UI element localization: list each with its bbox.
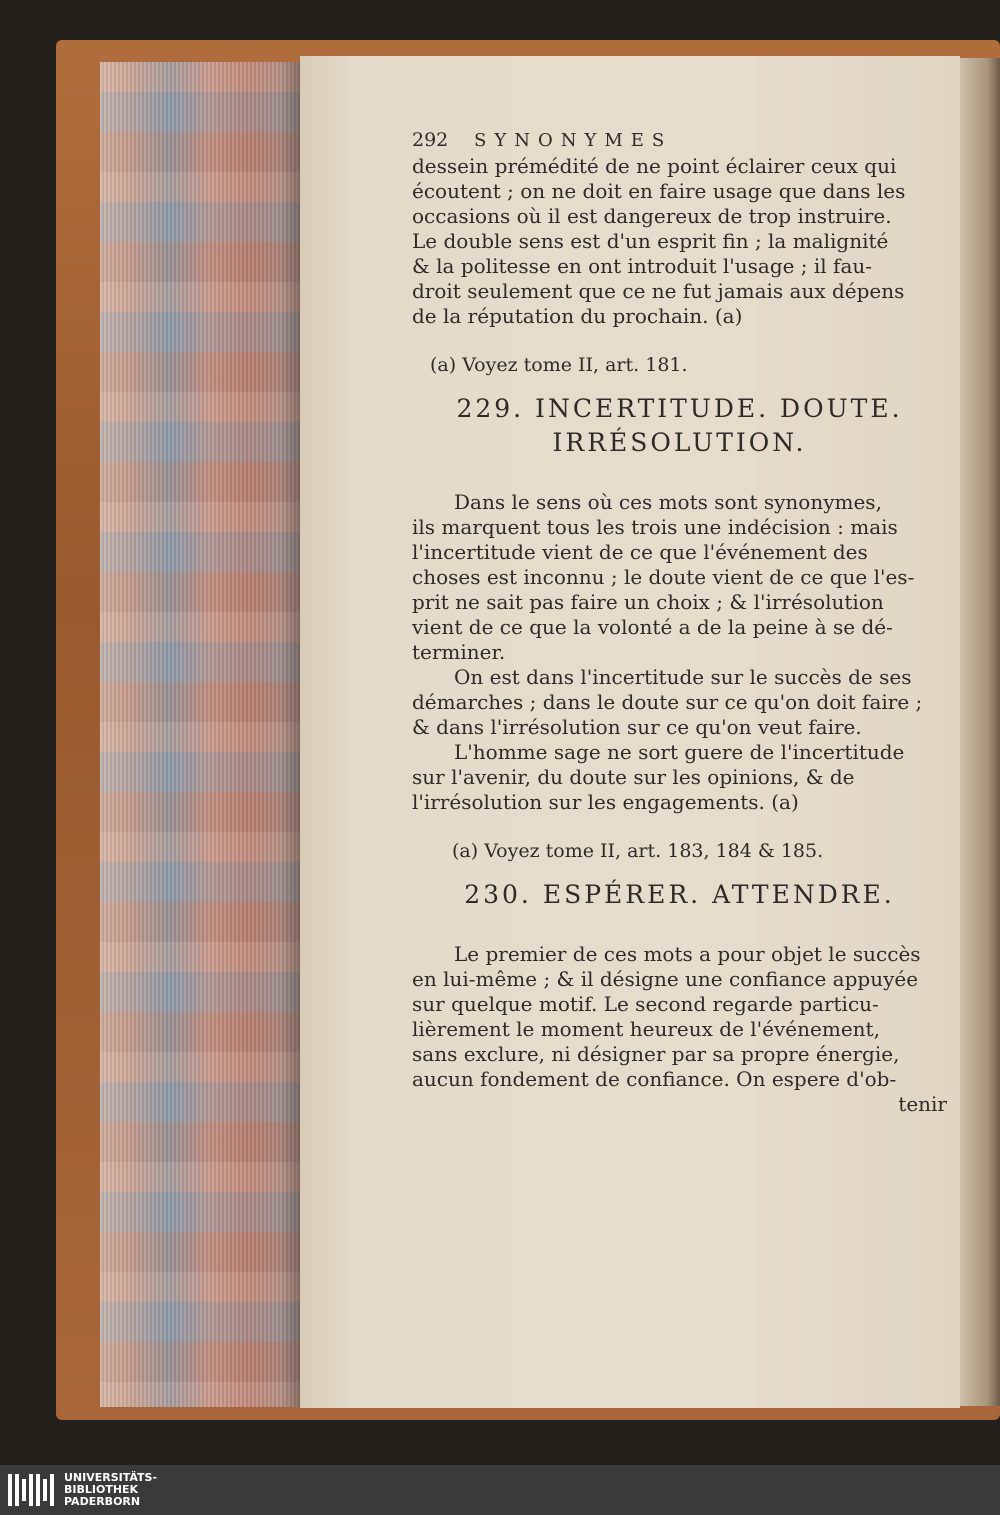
text-line: écoutent ; on ne doit en faire usage que dans les [412, 179, 906, 203]
text-line: démarches ; dans le doute sur ce qu'on doit faire ; [412, 690, 923, 714]
heading-line: 229. INCERTITUDE. DOUTE. [456, 394, 903, 423]
page-text [412, 128, 947, 1117]
text-line: & dans l'irrésolution sur ce qu'on veut faire. [412, 715, 862, 739]
text-line: en lui-même ; & il désigne une confiance appuyée [412, 967, 919, 991]
fore-edge-shadow [280, 62, 300, 1407]
text-line: On est dans l'incertitude sur le succès de ses [454, 665, 912, 689]
section-heading-230: 230. ESPÉRER. ATTENDRE. [464, 880, 895, 909]
text-line: de la réputation du prochain. (a) [412, 304, 743, 328]
text-line: aucun fondement de confiance. On espere d'ob- [412, 1067, 897, 1091]
text-line: sur l'avenir, du doute sur les opinions, & de [412, 765, 855, 789]
library-logo-text [64, 1472, 157, 1508]
section-heading-229 [412, 392, 947, 460]
running-title: SYNONYMES [474, 130, 673, 151]
text-line: vient de ce que la volonté a de la peine à se dé- [412, 615, 893, 639]
text-line: choses est inconnu ; le doute vient de ce que l'es- [412, 565, 915, 589]
section-230-body [412, 942, 947, 1117]
library-logo-icon [8, 1472, 54, 1508]
logo-line: UNIVERSITÄTS- [64, 1471, 158, 1484]
page-number: 292 [412, 129, 449, 151]
logo-line: BIBLIOTHEK [64, 1483, 139, 1496]
footnote: (a) Voyez tome II, art. 183, 184 & 185. [452, 840, 824, 862]
running-head [412, 128, 947, 154]
text-line: prit ne sait pas faire un choix ; & l'irrésolution [412, 590, 884, 614]
marbled-fore-edge [100, 62, 300, 1407]
text-line: lièrement le moment heureux de l'événement, [412, 1017, 880, 1041]
text-line: occasions où il est dangereux de trop instruire. [412, 204, 892, 228]
section-229-body [412, 490, 947, 815]
page-gutter [960, 58, 1000, 1406]
text-line: droit seulement que ce ne fut jamais aux dépens [412, 279, 905, 303]
text-line: l'irrésolution sur les engagements. (a) [412, 790, 799, 814]
catchword: tenir [898, 1092, 947, 1116]
text-line: ils marquent tous les trois une indécision : mais [412, 515, 898, 539]
text-line: dessein prémédité de ne point éclairer ceux qui [412, 154, 897, 178]
text-line: l'incertitude vient de ce que l'événement des [412, 540, 868, 564]
heading-line: IRRÉSOLUTION. [552, 428, 807, 457]
text-line: L'homme sage ne sort guere de l'incertitude [454, 740, 905, 764]
logo-line: PADERBORN [64, 1495, 141, 1508]
library-footer [0, 1465, 1000, 1515]
footnote: (a) Voyez tome II, art. 181. [430, 354, 688, 376]
text-line: Le premier de ces mots a pour objet le succès [454, 942, 921, 966]
text-line: sur quelque motif. Le second regarde particu- [412, 992, 879, 1016]
text-line: Dans le sens où ces mots sont synonymes, [454, 490, 882, 514]
text-line: terminer. [412, 640, 506, 664]
text-line: & la politesse en ont introduit l'usage ; il fau- [412, 254, 873, 278]
text-block-top [412, 154, 947, 329]
text-line: sans exclure, ni désigner par sa propre énergie, [412, 1042, 900, 1066]
text-line: Le double sens est d'un esprit fin ; la malignité [412, 229, 889, 253]
